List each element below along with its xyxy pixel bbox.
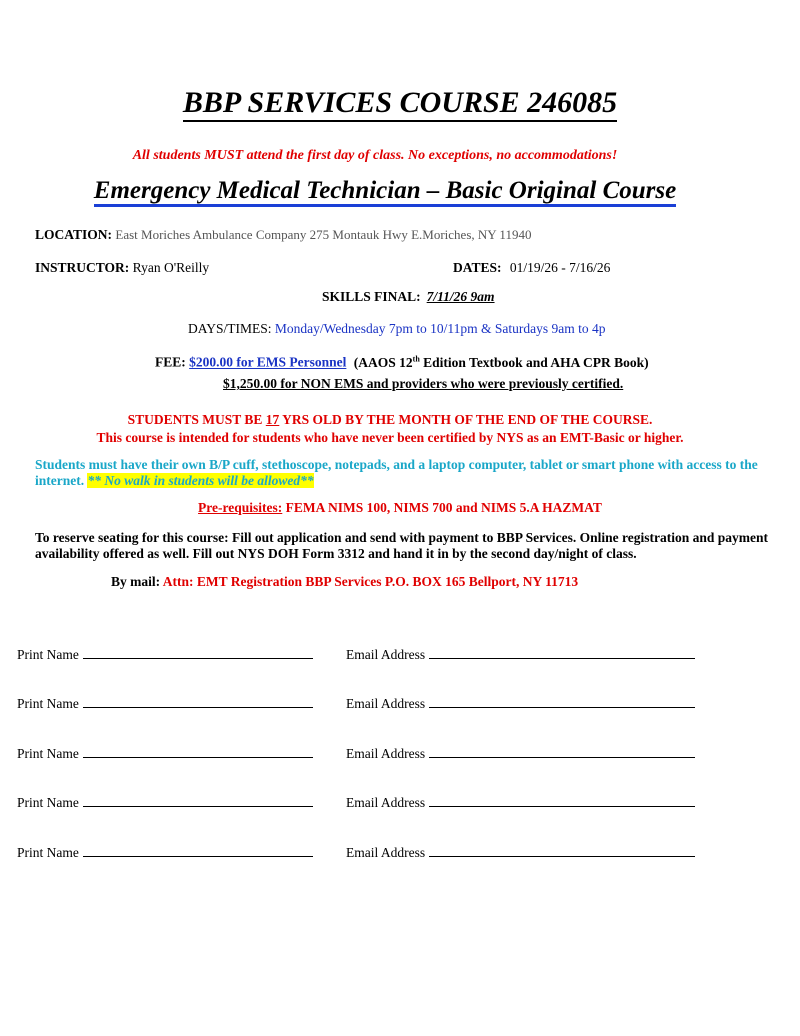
attendance-warning: All students MUST attend the first day of class. No exceptions, no accommodations! [132, 148, 618, 163]
dates-label: DATES: [453, 260, 502, 275]
print-name-row-4: Print Name [17, 795, 313, 811]
location-value: East Moriches Ambulance Company 275 Montauk Hwy E.Moriches, NY 11940 [115, 227, 532, 242]
age-requirement: STUDENTS MUST BE 17 YRS OLD BY THE MONTH OF THE END OF THE COURSE. [127, 412, 653, 427]
print-name-row-3: Print Name [17, 746, 313, 762]
skills-final-value: 7/11/26 9am [426, 289, 495, 304]
mail-label: By mail: [111, 574, 161, 589]
email-field[interactable] [429, 657, 695, 659]
equipment-notice: Students must have their own B/P cuff, stethoscope, notepads, and a laptop computer, tablet or smart phone with access to the internet. ** No walk in students will be allowed** [35, 457, 758, 488]
instructor-label: INSTRUCTOR: [35, 260, 130, 275]
days-times-label: DAYS/TIMES: [188, 321, 272, 336]
print-name-row-1: Print Name [17, 647, 313, 663]
print-name-row-2: Print Name [17, 696, 313, 712]
print-name-field[interactable] [83, 657, 313, 659]
ems-fee-link[interactable]: $200.00 for EMS Personnel [189, 354, 347, 370]
page-title: BBP SERVICES COURSE 246085 [0, 86, 800, 120]
email-row-3: Email Address [346, 746, 695, 762]
email-field[interactable] [429, 805, 695, 807]
email-field[interactable] [429, 855, 695, 857]
location-label: LOCATION: [35, 227, 113, 242]
email-field[interactable] [429, 706, 695, 708]
days-times-line [188, 321, 606, 337]
instructor-line [35, 260, 209, 276]
location-line [35, 227, 531, 243]
books-note: (AAOS 12th Edition Textbook and AHA CPR Book) [353, 354, 649, 370]
fee-label: FEE: [155, 354, 186, 370]
course-name: Emergency Medical Technician – Basic Original Course [0, 177, 770, 205]
email-row-4: Email Address [346, 795, 695, 811]
email-field[interactable] [429, 756, 695, 758]
email-row-5: Email Address [346, 845, 695, 861]
dates-line [453, 260, 610, 276]
email-row-2: Email Address [346, 696, 695, 712]
days-times-value: Monday/Wednesday 7pm to 10/11pm & Saturdays 9am to 4p [274, 321, 606, 336]
prerequisites-line [0, 500, 800, 516]
print-name-row-5: Print Name [17, 845, 313, 861]
instructor-value: Ryan O'Reilly [132, 260, 210, 275]
mail-address: Attn: EMT Registration BBP Services P.O. BOX 165 Bellport, NY 11713 [162, 574, 579, 589]
eligibility-note: This course is intended for students who have never been certified by NYS as an EMT-Basic or higher. [96, 430, 684, 445]
fee-line [155, 354, 649, 371]
prerequisites-value: FEMA NIMS 100, NIMS 700 and NIMS 5.A HAZMAT [282, 500, 602, 515]
skills-final-label: SKILLS FINAL: [322, 289, 421, 304]
print-name-field[interactable] [83, 855, 313, 857]
dates-value: 01/19/26 - 7/16/26 [509, 260, 611, 275]
skills-final-line [322, 289, 495, 305]
print-name-field[interactable] [83, 805, 313, 807]
age-notice [0, 411, 780, 447]
walk-in-warning: ** No walk in students will be allowed** [87, 473, 314, 488]
prerequisites-label: Pre-requisites: [198, 500, 283, 515]
print-name-field[interactable] [83, 756, 313, 758]
email-row-1: Email Address [346, 647, 695, 663]
reservation-instructions: To reserve seating for this course: Fill out application and send with payment to BBP Services. Online registration and payment availability offered as well. Fill out NYS DOH Form 3312 and hand it in by the second day/night of class. [35, 530, 769, 561]
print-name-field[interactable] [83, 706, 313, 708]
mail-line [111, 574, 578, 590]
non-ems-fee: $1,250.00 for NON EMS and providers who were previously certified. [223, 376, 624, 391]
